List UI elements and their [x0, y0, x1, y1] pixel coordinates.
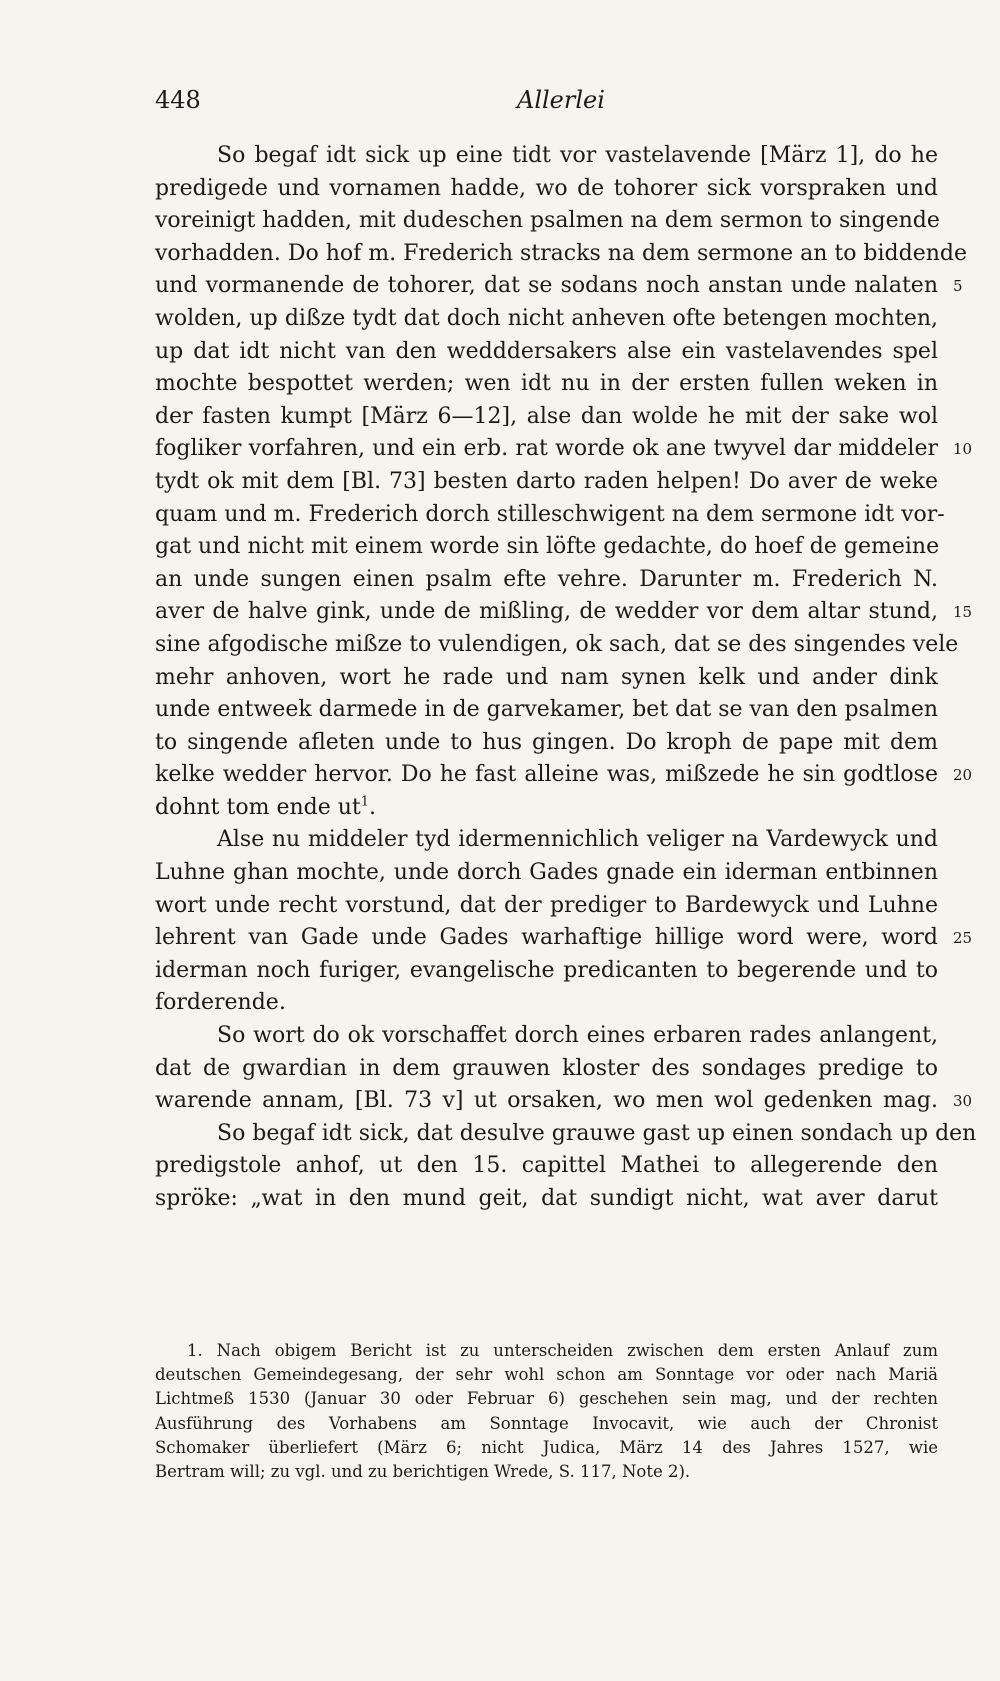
text-line: [155, 759, 973, 792]
text-line: [155, 531, 938, 564]
line-text: wort unde recht vorstund, dat der prediger to Bardewyck und Luhne: [155, 892, 938, 918]
text-line: [155, 401, 938, 434]
line-text: iderman noch furiger, evangelische predicanten to begerende und to: [155, 957, 938, 983]
line-text: dohnt tom ende ut: [155, 794, 361, 820]
line-text: predigede und vornamen hadde, wo de tohorer sick vorspraken und: [155, 175, 938, 201]
line-text: spröke: „wat in den mund geit, dat sundigt nicht, wat aver darut: [155, 1186, 938, 1211]
line-text: predigstole anhof, ut den 15. capittel Mathei to allegerende den: [155, 1153, 938, 1179]
line-text: unde entweek darmede in de garvekamer, bet dat se van den psalmen: [155, 697, 939, 723]
text-line: [155, 173, 938, 206]
line-text: kelke wedder hervor. Do he fast alleine was, mißzede he sin godtlose: [155, 762, 938, 788]
text-line: dohnt tom ende $ut^1$.: [155, 794, 377, 820]
line-text: voreinigt hadden, mit dudeschen psalmen na dem sermon to singende: [155, 208, 940, 234]
text-line: [155, 238, 968, 271]
text-line: [155, 270, 963, 303]
line-text: aver de halve gink, unde de mißling, de wedder vor dem altar stund,: [155, 599, 938, 625]
line-number: 30: [953, 1092, 973, 1111]
line-number: 25: [953, 929, 973, 948]
line-text: So begaf idt sick up eine tidt vor vastelavende [März 1], do he: [217, 143, 938, 168]
text-line: [155, 824, 938, 857]
line-text: gat und nicht mit einem worde sin löfte gedachte, do hoef de gemeine: [155, 534, 940, 560]
line-text: forderende.: [155, 990, 286, 1016]
text-line: [155, 433, 973, 466]
text-line: [155, 466, 938, 499]
line-number: 5: [953, 277, 963, 296]
text-line: [155, 1020, 938, 1053]
text-line: [155, 662, 938, 695]
text-line: [155, 205, 938, 238]
line-text: warende annam, [Bl. 73 v] ut orsaken, wo men wol gedenken mag.: [155, 1088, 938, 1114]
text-line: [155, 564, 938, 597]
footnote-line: deutschen Gemeindegesang, der sehr wohl schon am Sonntage vor oder nach Mariä: [155, 1365, 938, 1385]
footnote-line: Lichtmeß 1530 (Januar 30 oder Februar 6) geschehen sein mag, und der rechten: [155, 1389, 938, 1409]
footnote-line: Schomaker überliefert (März 6; nicht Judica, März 14 des Jahres 1527, wie: [155, 1437, 938, 1457]
line-text: lehrent van Gade unde Gades warhaftige hillige word were, word: [155, 925, 938, 951]
text-line: [155, 596, 973, 629]
text-line: [155, 1085, 973, 1118]
line-text: mehr anhoven, wort he rade und nam synen kelk und ander dink: [155, 664, 938, 690]
line-text: So wort do ok vorschaffet dorch eines erbaren rades anlangent,: [217, 1023, 938, 1049]
text-line: [155, 368, 938, 401]
text-line: [155, 955, 938, 988]
line-text: Luhne ghan mochte, unde dorch Gades gnade ein iderman entbinnen: [155, 860, 938, 886]
text-line: [155, 987, 938, 1020]
line-text: up dat idt nicht van den wedddersakers alse ein vastelavendes spel: [155, 338, 938, 364]
line-text: fogliker vorfahren, und ein erb. rat worde ok ane twyvel dar middeler: [155, 436, 938, 462]
footnote-marker: 1: [360, 794, 370, 810]
line-text: So begaf idt sick, dat desulve grauwe gast up einen sondach up den: [217, 1120, 977, 1146]
line-number: 10: [953, 440, 973, 459]
line-text: mochte bespottet werden; wen idt nu in der ersten fullen weken in: [155, 371, 938, 397]
text-line: [155, 890, 938, 923]
text-line: [155, 857, 938, 890]
line-text: dat de gwardian in dem grauwen kloster des sondages predige to: [155, 1055, 938, 1081]
text-line: [155, 629, 959, 662]
line-text: sine afgodische mißze to vulendigen, ok sach, dat se des singendes vele: [155, 631, 959, 657]
line-text: an unde sungen einen psalm efte vehre. Darunter m. Frederich N.: [155, 566, 938, 592]
running-title: Allerlei: [517, 86, 605, 114]
line-text: to singende afleten unde to hus gingen. Do kroph de pape mit dem: [155, 729, 938, 755]
text-line: [155, 694, 938, 727]
line-text: quam und m. Frederich dorch stilleschwigent na dem sermone idt vor-: [155, 501, 945, 527]
text-line: [155, 303, 938, 336]
line-text: Alse nu middeler tyd idermennichlich veliger na Vardewyck und: [217, 827, 938, 853]
footnote-line: Ausführung des Vorhabens am Sonntage Invocavit, wie auch der Chronist: [155, 1413, 938, 1433]
text-line: [155, 1053, 938, 1086]
text-line: [155, 499, 945, 532]
text-line: [155, 922, 973, 955]
line-text: der fasten kumpt [März 6—12], alse dan wolde he mit der sake wol: [155, 403, 938, 429]
footnote: [155, 1339, 938, 1484]
footnote-line: Bertram will; zu vgl. und zu berichtigen Wrede, S. 117, Note 2).: [155, 1461, 691, 1481]
main-text: [155, 140, 977, 1216]
line-number: 15: [953, 603, 973, 622]
text-line: [155, 727, 938, 760]
text-line: [155, 1183, 938, 1216]
page-number: 448: [155, 86, 201, 114]
line-text: wolden, up dißze tydt dat doch nicht anheven ofte betengen mochten,: [155, 305, 938, 331]
text-line: [155, 336, 938, 369]
text-line: [155, 140, 938, 173]
text-line: [155, 1150, 938, 1183]
line-text: und vormanende de tohorer, dat se sodans noch anstan unde nalaten: [155, 273, 938, 299]
footnote-line: 1. Nach obigem Bericht ist zu unterscheiden zwischen dem ersten Anlauf zum: [187, 1341, 938, 1360]
line-text: tydt ok mit dem [Bl. 73] besten darto raden helpen! Do aver de weke: [155, 468, 938, 494]
line-number: 20: [953, 766, 973, 785]
text-line: [155, 1118, 977, 1151]
line-text: vorhadden. Do hof m. Frederich stracks na dem sermone an to biddende: [155, 240, 968, 266]
